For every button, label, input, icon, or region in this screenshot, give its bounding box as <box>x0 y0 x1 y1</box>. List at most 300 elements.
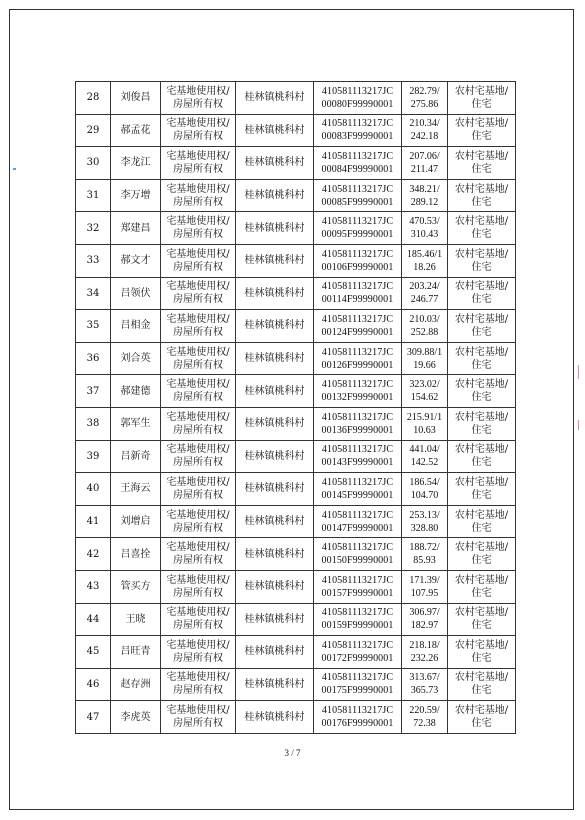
land-use-cell <box>448 244 516 277</box>
right-type-line1: 宅基地使用权/ <box>166 607 230 619</box>
right-type-line2: 房屋所有权 <box>173 163 223 175</box>
parcel-code-cell <box>314 538 402 571</box>
area-line2: 72.38 <box>413 718 436 730</box>
right-type-cell <box>161 473 236 506</box>
parcel-code-cell <box>314 407 402 440</box>
location-cell <box>236 82 314 115</box>
area-line2: 275.86 <box>410 98 439 110</box>
area-line2: 252.88 <box>410 326 439 338</box>
owner-name: 吕旺青 <box>120 646 151 658</box>
location: 桂林镇桃科村 <box>244 646 305 658</box>
right-type-cell <box>161 603 236 636</box>
parcel-code-line1: 410581113217JC <box>321 85 394 97</box>
owner-name-cell <box>111 244 161 277</box>
area-line1: 323.02/ <box>409 379 440 391</box>
location: 桂林镇桃科村 <box>244 255 305 267</box>
parcel-code-line2: 00143F99990001 <box>321 457 394 469</box>
owner-name: 李万增 <box>120 190 151 202</box>
land-use-line2: 住宅 <box>471 326 492 338</box>
owner-name: 王晓 <box>125 613 146 625</box>
land-use-cell <box>448 668 516 701</box>
area-cell <box>402 570 448 603</box>
owner-name: 王海云 <box>120 483 151 495</box>
owner-name-cell <box>111 375 161 408</box>
land-use-line1: 农村宅基地/ <box>454 313 509 325</box>
owner-name-cell <box>111 82 161 115</box>
table-body <box>76 82 516 734</box>
table-row <box>76 114 516 147</box>
parcel-code-line1: 410581113217JC <box>321 346 394 358</box>
location-cell <box>236 407 314 440</box>
area-cell <box>402 114 448 147</box>
area-line2: 328.80 <box>410 522 439 534</box>
row-number-cell <box>76 179 111 212</box>
area-line1: 306.97/ <box>409 607 440 619</box>
right-type-cell <box>161 212 236 245</box>
right-type-cell <box>161 277 236 310</box>
row-number-cell <box>76 668 111 701</box>
location-cell <box>236 375 314 408</box>
land-use-line2: 住宅 <box>471 98 492 110</box>
land-use-line1: 农村宅基地/ <box>454 248 509 260</box>
table-row <box>76 244 516 277</box>
location: 桂林镇桃科村 <box>244 678 305 690</box>
area-cell <box>402 342 448 375</box>
land-use-line1: 农村宅基地/ <box>454 444 509 456</box>
land-use-line2: 住宅 <box>471 587 492 599</box>
right-type-cell <box>161 310 236 343</box>
location-cell <box>236 668 314 701</box>
land-use-line1: 农村宅基地/ <box>454 379 509 391</box>
right-type-line2: 房屋所有权 <box>173 424 223 436</box>
row-number: 34 <box>86 287 100 299</box>
right-type-line2: 房屋所有权 <box>173 392 223 404</box>
parcel-code-line1: 410581113217JC <box>321 705 394 717</box>
location-cell <box>236 277 314 310</box>
parcel-code-cell <box>314 212 402 245</box>
owner-name-cell <box>111 636 161 669</box>
area-cell <box>402 473 448 506</box>
row-number-cell <box>76 147 111 180</box>
owner-name: 郭军生 <box>120 418 151 430</box>
right-type-line2: 房屋所有权 <box>173 718 223 730</box>
area-cell <box>402 440 448 473</box>
land-use-line2: 住宅 <box>471 685 492 697</box>
area-line1: 348.21/ <box>409 183 440 195</box>
parcel-code-line1: 410581113217JC <box>321 379 394 391</box>
right-type-line2: 房屋所有权 <box>173 555 223 567</box>
row-number-cell <box>76 440 111 473</box>
owner-name-cell <box>111 212 161 245</box>
parcel-code-cell <box>314 147 402 180</box>
right-type-line2: 房屋所有权 <box>173 652 223 664</box>
location: 桂林镇桃科村 <box>244 516 305 528</box>
land-use-line2: 住宅 <box>471 261 492 273</box>
land-use-line2: 住宅 <box>471 163 492 175</box>
owner-name-cell <box>111 538 161 571</box>
location: 桂林镇桃科村 <box>244 157 305 169</box>
land-use-cell <box>448 440 516 473</box>
table-row <box>76 505 516 538</box>
right-type-line1: 宅基地使用权/ <box>166 574 230 586</box>
owner-name: 吕喜拴 <box>120 548 151 560</box>
land-use-line2: 住宅 <box>471 489 492 501</box>
right-type-cell <box>161 668 236 701</box>
parcel-code-line1: 410581113217JC <box>321 118 394 130</box>
area-line2: 365.73 <box>410 685 439 697</box>
right-type-cell <box>161 375 236 408</box>
location: 桂林镇桃科村 <box>244 418 305 430</box>
right-type-line2: 房屋所有权 <box>173 489 223 501</box>
land-use-line2: 住宅 <box>471 555 492 567</box>
owner-name-cell <box>111 407 161 440</box>
land-use-line1: 农村宅基地/ <box>454 705 509 717</box>
owner-name: 郝建德 <box>120 385 151 397</box>
area-line1: 207.06/ <box>409 150 440 162</box>
right-type-cell <box>161 244 236 277</box>
row-number: 36 <box>86 353 100 365</box>
area-cell <box>402 277 448 310</box>
area-line1: 203.24/ <box>409 281 440 293</box>
owner-name: 吕新奇 <box>120 450 151 462</box>
row-number-cell <box>76 538 111 571</box>
area-cell <box>402 636 448 669</box>
owner-name: 管买方 <box>120 581 151 593</box>
right-type-line2: 房屋所有权 <box>173 522 223 534</box>
location-cell <box>236 440 314 473</box>
area-line2: 142.52 <box>410 457 439 469</box>
location: 桂林镇桃科村 <box>244 613 305 625</box>
area-line1: 186.54/ <box>409 476 440 488</box>
land-use-cell <box>448 147 516 180</box>
owner-name-cell <box>111 668 161 701</box>
row-number-cell <box>76 505 111 538</box>
parcel-code-cell <box>314 179 402 212</box>
location: 桂林镇桃科村 <box>244 222 305 234</box>
right-type-line1: 宅基地使用权/ <box>166 346 230 358</box>
table-row <box>76 570 516 603</box>
parcel-code-cell <box>314 342 402 375</box>
right-type-line2: 房屋所有权 <box>173 457 223 469</box>
row-number-cell <box>76 114 111 147</box>
area-cell <box>402 147 448 180</box>
area-cell <box>402 603 448 636</box>
right-type-cell <box>161 114 236 147</box>
owner-name: 郑建昌 <box>120 222 151 234</box>
row-number-cell <box>76 570 111 603</box>
row-number-cell <box>76 310 111 343</box>
land-use-line1: 农村宅基地/ <box>454 639 509 651</box>
table-row <box>76 82 516 115</box>
owner-name-cell <box>111 277 161 310</box>
parcel-code-cell <box>314 310 402 343</box>
parcel-code-cell <box>314 636 402 669</box>
location-cell <box>236 342 314 375</box>
property-records-table <box>75 81 516 734</box>
area-cell <box>402 82 448 115</box>
row-number-cell <box>76 277 111 310</box>
land-use-line2: 住宅 <box>471 424 492 436</box>
row-number: 29 <box>86 124 100 136</box>
table-row <box>76 668 516 701</box>
row-number: 30 <box>86 157 100 169</box>
parcel-code-line1: 410581113217JC <box>321 150 394 162</box>
area-line1: 313.67/ <box>409 672 440 684</box>
right-type-line2: 房屋所有权 <box>173 359 223 371</box>
area-line1: 215.91/1 <box>406 411 443 423</box>
land-use-cell <box>448 570 516 603</box>
area-line1: 309.88/1 <box>406 346 443 358</box>
right-type-line1: 宅基地使用权/ <box>166 183 230 195</box>
right-type-line1: 宅基地使用权/ <box>166 150 230 162</box>
parcel-code-line2: 00114F99990001 <box>321 294 394 306</box>
right-type-line2: 房屋所有权 <box>173 685 223 697</box>
area-line2: 182.97 <box>410 620 439 632</box>
area-line2: 10.63 <box>413 424 436 436</box>
row-number: 35 <box>86 320 100 332</box>
area-line1: 210.03/ <box>409 313 440 325</box>
area-line2: 289.12 <box>410 196 439 208</box>
owner-name: 吕相金 <box>120 320 151 332</box>
row-number: 31 <box>86 190 100 202</box>
parcel-code-line1: 410581113217JC <box>321 574 394 586</box>
parcel-code-line2: 00106F99990001 <box>321 261 394 273</box>
parcel-code-line2: 00085F99990001 <box>321 196 394 208</box>
area-cell <box>402 505 448 538</box>
area-cell <box>402 701 448 734</box>
parcel-code-cell <box>314 375 402 408</box>
table-row <box>76 277 516 310</box>
land-use-cell <box>448 342 516 375</box>
location-cell <box>236 701 314 734</box>
land-use-line2: 住宅 <box>471 131 492 143</box>
right-type-line1: 宅基地使用权/ <box>166 476 230 488</box>
location-cell <box>236 212 314 245</box>
right-type-line1: 宅基地使用权/ <box>166 639 230 651</box>
row-number: 38 <box>86 418 100 430</box>
area-cell <box>402 538 448 571</box>
right-type-cell <box>161 505 236 538</box>
location-cell <box>236 505 314 538</box>
row-number: 33 <box>86 255 100 267</box>
row-number-cell <box>76 473 111 506</box>
parcel-code-line1: 410581113217JC <box>321 183 394 195</box>
row-number: 47 <box>86 711 100 723</box>
land-use-cell <box>448 407 516 440</box>
area-line1: 185.46/1 <box>406 248 443 260</box>
land-use-line2: 住宅 <box>471 457 492 469</box>
right-type-line1: 宅基地使用权/ <box>166 313 230 325</box>
owner-name-cell <box>111 114 161 147</box>
parcel-code-line2: 00095F99990001 <box>321 229 394 241</box>
right-type-line2: 房屋所有权 <box>173 261 223 273</box>
table-row <box>76 375 516 408</box>
location: 桂林镇桃科村 <box>244 483 305 495</box>
area-cell <box>402 375 448 408</box>
owner-name-cell <box>111 440 161 473</box>
table-row <box>76 538 516 571</box>
land-use-cell <box>448 82 516 115</box>
parcel-code-line1: 410581113217JC <box>321 411 394 423</box>
right-type-line2: 房屋所有权 <box>173 98 223 110</box>
parcel-code-cell <box>314 440 402 473</box>
parcel-code-line2: 00175F99990001 <box>321 685 394 697</box>
owner-name: 刘增启 <box>120 516 151 528</box>
red-seal-fragment-lower <box>572 420 579 430</box>
location: 桂林镇桃科村 <box>244 190 305 202</box>
area-line1: 220.59/ <box>409 705 440 717</box>
parcel-code-cell <box>314 701 402 734</box>
row-number: 32 <box>86 222 100 234</box>
right-type-cell <box>161 570 236 603</box>
owner-name-cell <box>111 179 161 212</box>
parcel-code-line2: 00126F99990001 <box>321 359 394 371</box>
area-line2: 154.62 <box>410 392 439 404</box>
location: 桂林镇桃科村 <box>244 353 305 365</box>
land-use-line1: 农村宅基地/ <box>454 476 509 488</box>
owner-name: 李虎英 <box>120 711 151 723</box>
row-number-cell <box>76 342 111 375</box>
parcel-code-line1: 410581113217JC <box>321 444 394 456</box>
location: 桂林镇桃科村 <box>244 711 305 723</box>
land-use-cell <box>448 701 516 734</box>
parcel-code-line1: 410581113217JC <box>321 639 394 651</box>
land-use-cell <box>448 375 516 408</box>
right-type-line2: 房屋所有权 <box>173 620 223 632</box>
right-type-line1: 宅基地使用权/ <box>166 379 230 391</box>
row-number-cell <box>76 212 111 245</box>
parcel-code-line2: 00157F99990001 <box>321 587 394 599</box>
right-type-cell <box>161 701 236 734</box>
table-row <box>76 603 516 636</box>
land-use-line2: 住宅 <box>471 359 492 371</box>
parcel-code-cell <box>314 114 402 147</box>
location-cell <box>236 570 314 603</box>
area-line2: 211.47 <box>410 163 439 175</box>
land-use-cell <box>448 277 516 310</box>
right-type-cell <box>161 538 236 571</box>
right-type-line1: 宅基地使用权/ <box>166 411 230 423</box>
area-line1: 441.04/ <box>409 444 440 456</box>
row-number-cell <box>76 82 111 115</box>
owner-name-cell <box>111 473 161 506</box>
area-line2: 246.77 <box>410 294 439 306</box>
land-use-line2: 住宅 <box>471 392 492 404</box>
area-line2: 232.26 <box>410 652 439 664</box>
parcel-code-line2: 00124F99990001 <box>321 326 394 338</box>
area-line1: 253.13/ <box>409 509 440 521</box>
land-use-line2: 住宅 <box>471 652 492 664</box>
owner-name-cell <box>111 147 161 180</box>
location-cell <box>236 147 314 180</box>
land-use-line1: 农村宅基地/ <box>454 346 509 358</box>
right-type-line1: 宅基地使用权/ <box>166 281 230 293</box>
area-line2: 85.93 <box>413 555 436 567</box>
right-type-cell <box>161 342 236 375</box>
right-type-cell <box>161 147 236 180</box>
area-line1: 218.18/ <box>409 639 440 651</box>
parcel-code-line2: 00159F99990001 <box>321 620 394 632</box>
parcel-code-line1: 410581113217JC <box>321 607 394 619</box>
row-number: 44 <box>86 613 100 625</box>
land-use-line1: 农村宅基地/ <box>454 118 509 130</box>
owner-name: 郝文才 <box>120 255 151 267</box>
page-number: 3 / 7 <box>284 748 301 758</box>
location-cell <box>236 310 314 343</box>
land-use-line1: 农村宅基地/ <box>454 85 509 97</box>
parcel-code-line2: 00132F99990001 <box>321 392 394 404</box>
area-line2: 104.70 <box>410 489 439 501</box>
land-use-line1: 农村宅基地/ <box>454 216 509 228</box>
right-type-line1: 宅基地使用权/ <box>166 542 230 554</box>
parcel-code-line2: 00145F99990001 <box>321 489 394 501</box>
table-row <box>76 147 516 180</box>
land-use-line1: 农村宅基地/ <box>454 607 509 619</box>
parcel-code-line1: 410581113217JC <box>321 476 394 488</box>
right-type-line2: 房屋所有权 <box>173 587 223 599</box>
land-use-line2: 住宅 <box>471 522 492 534</box>
location: 桂林镇桃科村 <box>244 581 305 593</box>
owner-name: 赵存洲 <box>120 678 151 690</box>
area-line2: 310.43 <box>410 229 439 241</box>
right-type-line2: 房屋所有权 <box>173 326 223 338</box>
area-cell <box>402 212 448 245</box>
land-use-line1: 农村宅基地/ <box>454 672 509 684</box>
right-type-line2: 房屋所有权 <box>173 131 223 143</box>
red-seal-fragment <box>572 365 579 379</box>
area-cell <box>402 179 448 212</box>
location: 桂林镇桃科村 <box>244 548 305 560</box>
land-use-cell <box>448 505 516 538</box>
row-number: 46 <box>86 678 100 690</box>
land-use-line1: 农村宅基地/ <box>454 509 509 521</box>
blue-ink-mark <box>13 168 16 170</box>
location-cell <box>236 603 314 636</box>
owner-name-cell <box>111 570 161 603</box>
area-cell <box>402 668 448 701</box>
row-number-cell <box>76 636 111 669</box>
right-type-line1: 宅基地使用权/ <box>166 118 230 130</box>
table-row <box>76 179 516 212</box>
right-type-line2: 房屋所有权 <box>173 294 223 306</box>
owner-name: 吕领伏 <box>120 287 151 299</box>
owner-name-cell <box>111 342 161 375</box>
location-cell <box>236 244 314 277</box>
land-use-line1: 农村宅基地/ <box>454 150 509 162</box>
table-row <box>76 473 516 506</box>
row-number-cell <box>76 407 111 440</box>
land-use-cell <box>448 473 516 506</box>
area-line1: 171.39/ <box>409 574 440 586</box>
owner-name-cell <box>111 310 161 343</box>
area-line1: 282.79/ <box>409 85 440 97</box>
area-cell <box>402 407 448 440</box>
table-row <box>76 342 516 375</box>
right-type-cell <box>161 82 236 115</box>
location: 桂林镇桃科村 <box>244 92 305 104</box>
row-number-cell <box>76 244 111 277</box>
location-cell <box>236 538 314 571</box>
row-number: 28 <box>86 92 100 104</box>
row-number: 41 <box>86 516 100 528</box>
row-number: 40 <box>86 483 100 495</box>
parcel-code-line2: 00176F99990001 <box>321 718 394 730</box>
right-type-line2: 房屋所有权 <box>173 196 223 208</box>
land-use-line1: 农村宅基地/ <box>454 411 509 423</box>
location: 桂林镇桃科村 <box>244 287 305 299</box>
land-use-line2: 住宅 <box>471 196 492 208</box>
owner-name-cell <box>111 603 161 636</box>
